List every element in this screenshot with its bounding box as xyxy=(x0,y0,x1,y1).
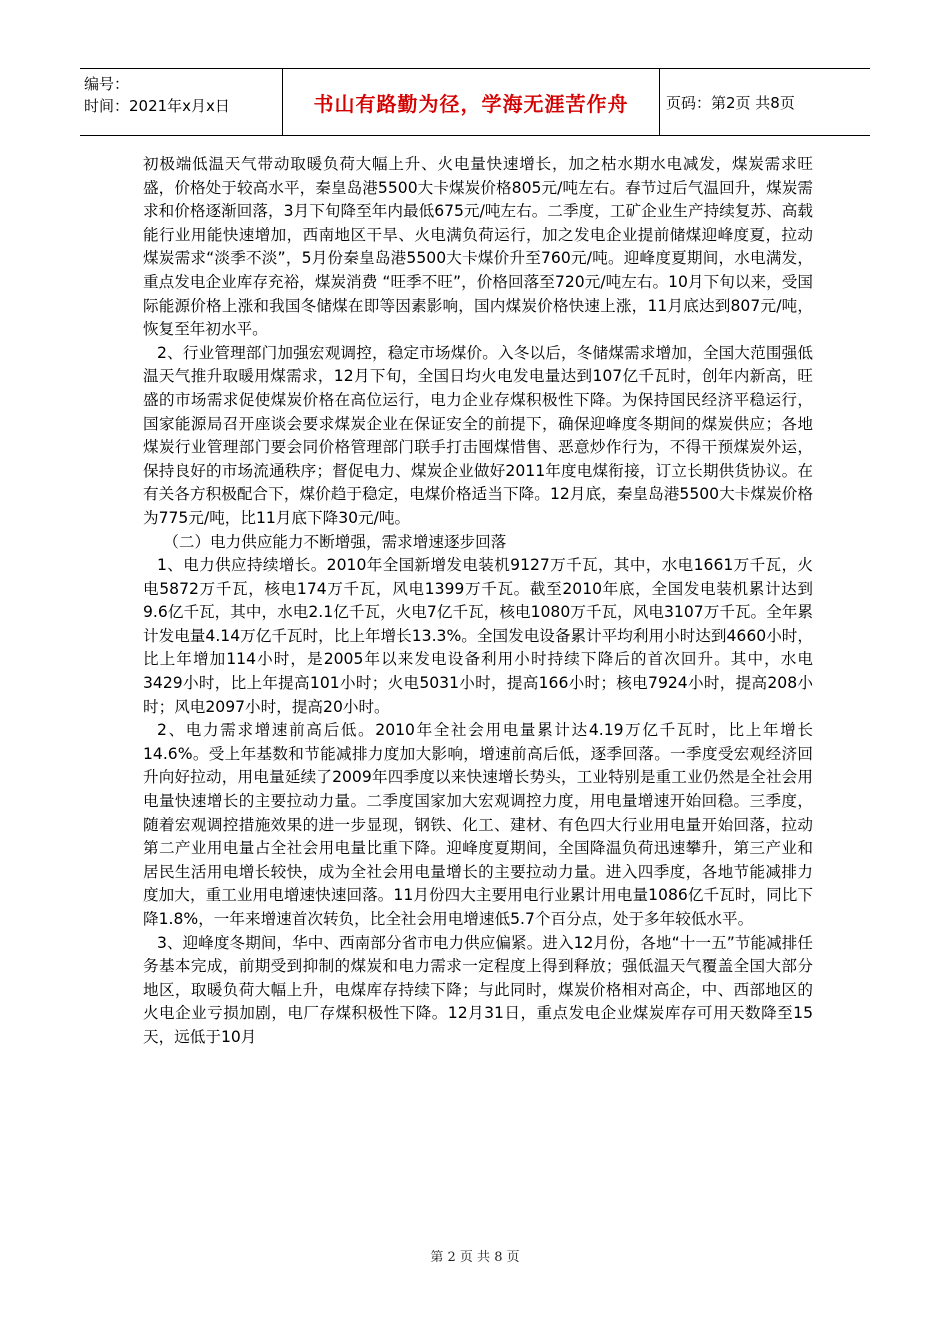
section-heading-power-supply: （二）电力供应能力不断增强，需求增速逐步回落 xyxy=(163,532,507,551)
paragraph-macro-control: 2、行业管理部门加强宏观调控，稳定市场煤价。入冬以后，冬储煤需求增加，全国大范围强低温天气推升取暖用煤需求，12月下旬，全国日均火电发电量达到107亿千瓦时，创年内新高，旺盛的市场需求促使煤炭价格在高位运行，电力企业存煤积极性下降。为保持国民经济平稳运行，国家能源局召开座谈会要求煤炭企业在保证安全的前提下，确保迎峰度冬期间的煤炭供应；各地煤炭行业管理部门要会同价格管理部门联手打击囤煤惜售、恶意炒作行为，不得干预煤炭外运，保持良好的市场流通秩序；督促电力、煤炭企业做好2011年度电煤衔接，订立长期供货协议。在有关各方积极配合下，煤价趋于稳定，电煤价格适当下降。12月底，秦皇岛港5500大卡煤炭价格为775元/吨，比11月底下降30元/吨。 xyxy=(143,343,813,527)
header-meta-cell xyxy=(80,69,283,135)
paragraph-power-demand: 2、电力需求增速前高后低。2010年全社会用电量累计达4.19万亿千瓦时，比上年增长14.6%。受上年基数和节能减排力度加大影响，增速前高后低，逐季回落。一季度受宏观经济回升向好拉动，用电量延续了2009年四季度以来快速增长势头，工业特别是重工业仍然是全社会用电量快速增长的主要拉动力量。二季度国家加大宏观调控力度，用电量增速开始回稳。三季度，随着宏观调控措施效果的进一步显现，钢铁、化工、建材、有色四大行业用电量开始回落，拉动第二产业用电量占全社会用电量比重下降。迎峰度夏期间，全国降温负荷迅速攀升，第三产业和居民生活用电增长较快，成为全社会用电量增长的主要拉动力量。进入四季度，各地节能减排力度加大，重工业用电增速快速回落。11月份四大主要用电行业累计用电量1086亿千瓦时，同比下降1.8%，一年来增速首次转负，比全社会用电增速低5.7个百分点，处于多年较低水平。 xyxy=(143,721,813,928)
document-body xyxy=(143,153,813,1050)
document-time-label: 时间：2021年x月x日 xyxy=(84,97,230,115)
paragraph-winter-supply: 3、迎峰度冬期间，华中、西南部分省市电力供应偏紧。进入12月份，各地“十一五”节能减排任务基本完成，前期受到抑制的煤炭和电力需求一定程度上得到释放；强低温天气覆盖全国大部分地区，取暖负荷大幅上升，电煤库存持续下降；与此同时，煤炭价格相对高企，中、西部地区的火电企业亏损加剧，电厂存煤积极性下降。12月31日，重点发电企业煤炭库存可用天数降至15天，远低于10月 xyxy=(143,933,813,1046)
header-page-info: 页码：第2页 共8页 xyxy=(666,93,795,112)
document-header xyxy=(80,68,870,136)
document-code-label: 编号： xyxy=(84,75,130,93)
paragraph-coal-price-trend: 初极端低温天气带动取暖负荷大幅上升、火电量快速增长，加之枯水期水电减发，煤炭需求旺盛，价格处于较高水平，秦皇岛港5500大卡煤炭价格805元/吨左右。春节过后气温回升，煤炭需求和价格逐渐回落，3月下旬降至年内最低675元/吨左右。二季度，工矿企业生产持续复苏、高载能行业用能快速增加，西南地区干旱、火电满负荷运行，加之发电企业提前储煤迎峰度夏，拉动煤炭需求“淡季不淡”，5月份秦皇岛港5500大卡煤价升至760元/吨。迎峰度夏期间，水电满发，重点发电企业库存充裕，煤炭消费 “旺季不旺”，价格回落至720元/吨左右。10月下旬以来，受国际能源价格上涨和我国冬储煤在即等因素影响，国内煤炭价格快速上涨，11月底达到807元/吨，恢复至年初水平。 xyxy=(143,155,813,339)
page-footer: 第 2 页 共 8 页 xyxy=(430,1250,520,1265)
header-motto: 书山有路勤为径，学海无涯苦作舟 xyxy=(283,69,660,135)
paragraph-power-supply-growth: 1、电力供应持续增长。2010年全国新增发电装机9127万千瓦，其中，水电1661万千瓦，火电5872万千瓦，核电174万千瓦，风电1399万千瓦。截至2010年底，全国发电装机累计达到9.6亿千瓦，其中，水电2.1亿千瓦，火电7亿千瓦，核电1080万千瓦，风电3107万千瓦。全年累计发电量4.14万亿千瓦时，比上年增长13.3%。全国发电设备累计平均利用小时达到4660小时，比上年增加114小时，是2005年以来发电设备利用小时持续下降后的首次回升。其中，水电3429小时，比上年提高101小时；火电5031小时，提高166小时；核电7924小时，提高208小时；风电2097小时，提高20小时。 xyxy=(143,556,813,716)
